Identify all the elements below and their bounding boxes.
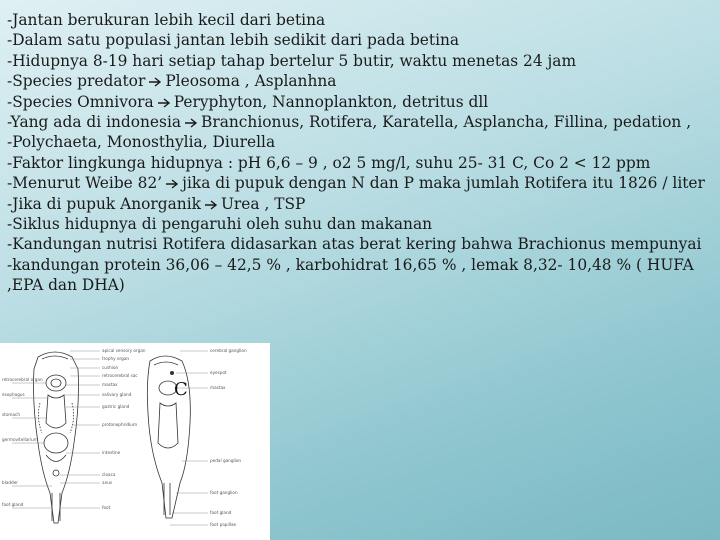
text-line-with-arrow xyxy=(7,112,707,132)
svg-text:foot: foot xyxy=(102,505,111,510)
rotifer-anatomy-figure xyxy=(0,343,270,540)
svg-text:salivary gland: salivary gland xyxy=(102,392,132,397)
panel-letter: C xyxy=(174,379,188,400)
text-line-with-arrow xyxy=(7,173,707,193)
right-arrow-icon xyxy=(184,118,198,128)
svg-text:foot papillae: foot papillae xyxy=(210,522,237,527)
text-segment: -Menurut Weibe 82’ xyxy=(7,174,163,193)
text-line: -Kandungan nutrisi Rotifera didasarkan atas berat kering bahwa Brachionus mempunyai xyxy=(7,235,702,254)
svg-text:anus: anus xyxy=(102,480,113,485)
svg-text:intestine: intestine xyxy=(102,450,121,455)
labels-left xyxy=(2,377,43,507)
text-line: -Polychaeta, Monosthylia, Diurella xyxy=(7,133,276,152)
right-arrow-icon xyxy=(148,77,162,87)
svg-text:protonephridium: protonephridium xyxy=(102,422,138,427)
svg-text:bladder: bladder xyxy=(2,480,19,485)
svg-text:cloaca: cloaca xyxy=(102,472,116,477)
text-segment: -Species Omnivora xyxy=(7,92,154,111)
svg-text:foot ganglion: foot ganglion xyxy=(210,490,238,495)
text-line: -Faktor lingkunga hidupnya : pH 6,6 – 9 , o2 5 mg/l, suhu 25- 31 C, Co 2 < 12 ppm xyxy=(7,153,651,172)
svg-text:cushion: cushion xyxy=(102,365,119,370)
labels-right xyxy=(210,348,247,527)
text-line-with-arrow xyxy=(7,194,707,214)
text-line: -kandungan protein 36,06 – 42,5 % , karbohidrat 16,65 % , lemak 8,32- 10,48 % ( HUFA ,EPA dan DHA) xyxy=(7,255,694,295)
text-segment: Urea , TSP xyxy=(220,194,306,213)
svg-text:retrocerebral sac: retrocerebral sac xyxy=(102,373,138,378)
text-segment: Branchionus, Rotifera, Karatella, Asplancha, Fillina, pedation , xyxy=(201,113,692,132)
text-segment: -Yang ada di indonesia xyxy=(7,113,182,132)
text-segment: -Jika di pupuk Anorganik xyxy=(7,194,201,213)
svg-text:apical sensory organ: apical sensory organ xyxy=(102,348,146,353)
text-line: -Siklus hidupnya di pengaruhi oleh suhu dan makanan xyxy=(7,215,433,234)
svg-text:gastric gland: gastric gland xyxy=(102,404,130,409)
svg-text:foot gland: foot gland xyxy=(2,502,24,507)
svg-text:cerebral ganglion: cerebral ganglion xyxy=(210,348,247,353)
text-line: -Hidupnya 8-19 hari setiap tahap bertelur 5 butir, waktu menetas 24 jam xyxy=(7,51,577,70)
svg-text:trophy organ: trophy organ xyxy=(102,356,130,361)
right-arrow-icon xyxy=(157,98,171,108)
right-arrow-icon xyxy=(204,200,218,210)
label-lines-left xyxy=(12,351,100,508)
text-line-with-arrow xyxy=(7,71,707,91)
rotifer-anatomy-drawing xyxy=(0,343,270,540)
labels-middle xyxy=(102,348,146,510)
svg-text:stomach: stomach xyxy=(2,412,20,417)
text-line: -Dalam satu populasi jantan lebih sedikit dari pada betina xyxy=(7,31,460,50)
svg-text:esophagus: esophagus xyxy=(2,392,25,397)
text-line: -Jantan berukuran lebih kecil dari betina xyxy=(7,11,326,29)
slide-body-text xyxy=(7,10,707,296)
svg-text:germovitellarium: germovitellarium xyxy=(2,437,38,442)
text-segment: Pleosoma , Asplanhna xyxy=(165,72,337,91)
text-segment: Peryphyton, Nannoplankton, detritus dll xyxy=(173,92,489,111)
svg-text:eyespot: eyespot xyxy=(210,370,227,375)
text-segment: jika di pupuk dengan N dan P maka jumlah Rotifera itu 1826 / liter xyxy=(182,174,705,193)
right-arrow-icon xyxy=(165,179,179,189)
text-line-with-arrow xyxy=(7,92,707,112)
svg-text:retrocerebral organ: retrocerebral organ xyxy=(2,377,43,382)
svg-text:mastax: mastax xyxy=(102,382,118,387)
svg-text:pedal ganglion: pedal ganglion xyxy=(210,458,242,463)
svg-text:foot gland: foot gland xyxy=(210,510,232,515)
svg-text:mastax: mastax xyxy=(210,385,226,390)
text-segment: -Species predator xyxy=(7,72,146,91)
